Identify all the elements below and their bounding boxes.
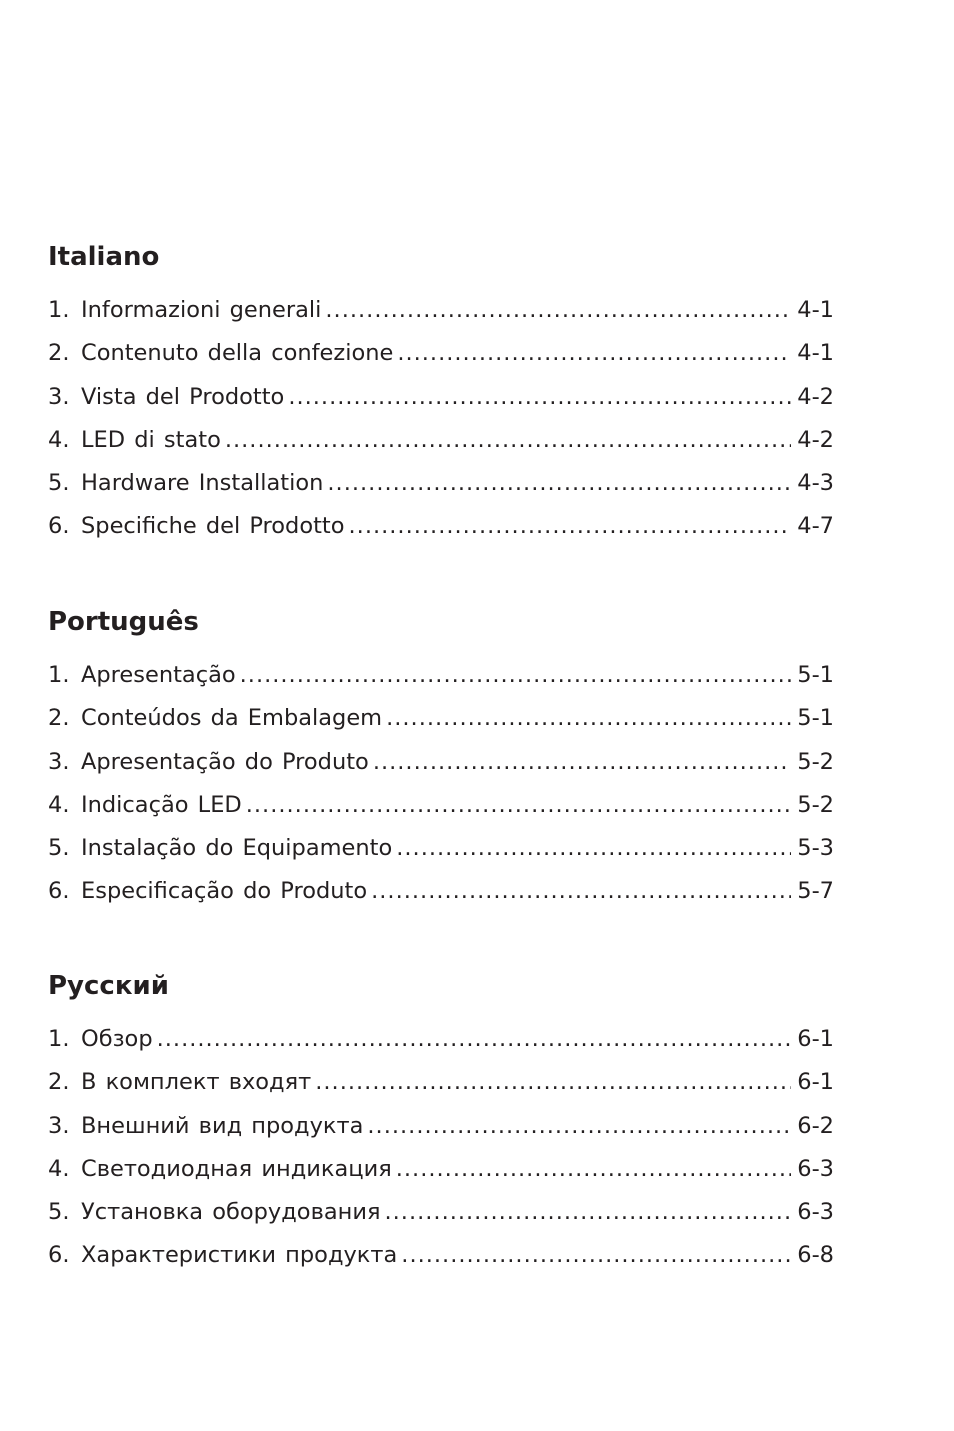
entry-label: Внешний вид продукта <box>81 1112 364 1139</box>
entry-label: Indicação LED <box>81 791 242 818</box>
entry-number: 1. <box>48 1026 70 1052</box>
entry-number: 6. <box>48 1242 70 1269</box>
entry-page-number: 4-3 <box>797 470 834 497</box>
section-title: Italiano <box>48 242 160 272</box>
toc-entry[interactable] <box>48 661 834 704</box>
entry-number: 3. <box>48 1112 70 1139</box>
entry-number: 3. <box>48 748 70 775</box>
entry-label: Apresentação do Produto <box>81 748 369 775</box>
dot-leader <box>385 1198 792 1226</box>
entry-number: 5. <box>48 1199 70 1226</box>
entry-number: 2. <box>48 340 70 367</box>
entry-label: Установка оборудования <box>81 1199 381 1226</box>
entry-page-number: 5-7 <box>797 878 834 905</box>
toc-entry[interactable] <box>48 383 834 426</box>
dot-leader <box>315 1068 791 1096</box>
entry-page-number: 5-2 <box>797 748 834 775</box>
dot-leader <box>371 877 791 905</box>
toc-entry[interactable] <box>48 1155 834 1198</box>
toc-entry[interactable] <box>48 791 834 834</box>
toc-entry[interactable] <box>48 748 834 791</box>
entry-page-number: 5-2 <box>797 791 834 818</box>
dot-leader <box>373 748 791 776</box>
entry-page-number: 5-1 <box>797 705 834 732</box>
entry-number: 5. <box>48 835 70 862</box>
toc-entry[interactable] <box>48 512 834 555</box>
entry-page-number: 5-1 <box>797 662 834 688</box>
entry-label: Светодиодная индикация <box>81 1155 392 1182</box>
toc-entry[interactable] <box>48 426 834 469</box>
entry-page-number: 4-7 <box>797 513 834 540</box>
dot-leader <box>401 1241 791 1269</box>
section-title: Русский <box>48 971 169 1001</box>
entry-page-number: 4-1 <box>797 340 834 367</box>
toc-list <box>48 1025 834 1285</box>
entry-number: 4. <box>48 791 70 818</box>
entry-number: 1. <box>48 662 70 688</box>
entry-label: Specifiche del Prodotto <box>81 513 345 540</box>
entry-page-number: 4-1 <box>797 297 834 323</box>
entry-number: 4. <box>48 426 70 453</box>
entry-page-number: 6-1 <box>797 1026 834 1052</box>
section-title: Português <box>48 607 199 637</box>
toc-entry[interactable] <box>48 1025 834 1068</box>
entry-label: Instalação do Equipamento <box>81 835 393 862</box>
dot-leader <box>327 469 791 497</box>
entry-number: 5. <box>48 470 70 497</box>
entry-page-number: 6-8 <box>797 1242 834 1269</box>
entry-label: Especificação do Produto <box>81 878 368 905</box>
dot-leader <box>288 383 791 411</box>
entry-number: 1. <box>48 297 70 323</box>
entry-page-number: 6-3 <box>797 1199 834 1226</box>
toc-entry[interactable] <box>48 1112 834 1155</box>
entry-label: Conteúdos da Embalagem <box>81 705 383 732</box>
dot-leader <box>240 661 792 689</box>
entry-label: Contenuto della confezione <box>81 340 394 367</box>
dot-leader <box>397 339 791 367</box>
entry-label: Характеристики продукта <box>81 1242 398 1269</box>
entry-number: 2. <box>48 705 70 732</box>
entry-label: Vista del Prodotto <box>81 383 285 410</box>
dot-leader <box>349 512 792 540</box>
toc-entry[interactable] <box>48 1198 834 1241</box>
entry-label: Hardware Installation <box>81 470 324 497</box>
entry-number: 4. <box>48 1155 70 1182</box>
toc-entry[interactable] <box>48 339 834 382</box>
dot-leader <box>396 1155 792 1183</box>
entry-page-number: 6-3 <box>797 1155 834 1182</box>
dot-leader <box>396 834 791 862</box>
dot-leader <box>225 426 791 454</box>
toc-entry[interactable] <box>48 296 834 339</box>
dot-leader <box>367 1112 791 1140</box>
toc-list <box>48 661 834 921</box>
entry-label: Обзор <box>81 1026 153 1052</box>
entry-page-number: 6-1 <box>797 1069 834 1096</box>
entry-label: LED di stato <box>81 426 221 453</box>
toc-entry[interactable] <box>48 704 834 747</box>
entry-number: 6. <box>48 878 70 905</box>
dot-leader <box>325 296 791 324</box>
entry-page-number: 4-2 <box>797 383 834 410</box>
entry-page-number: 4-2 <box>797 426 834 453</box>
entry-page-number: 6-2 <box>797 1112 834 1139</box>
toc-entry[interactable] <box>48 1068 834 1111</box>
entry-page-number: 5-3 <box>797 835 834 862</box>
entry-label: Apresentação <box>81 662 236 688</box>
entry-number: 2. <box>48 1069 70 1096</box>
entry-label: Informazioni generali <box>81 297 322 323</box>
dot-leader <box>386 704 791 732</box>
entry-number: 3. <box>48 383 70 410</box>
dot-leader <box>157 1025 792 1053</box>
toc-entry[interactable] <box>48 834 834 877</box>
entry-label: В комплект входят <box>81 1069 312 1096</box>
toc-entry[interactable] <box>48 1241 834 1284</box>
dot-leader <box>246 791 792 819</box>
toc-list <box>48 296 834 556</box>
toc-entry[interactable] <box>48 469 834 512</box>
entry-number: 6. <box>48 513 70 540</box>
toc-entry[interactable] <box>48 877 834 920</box>
